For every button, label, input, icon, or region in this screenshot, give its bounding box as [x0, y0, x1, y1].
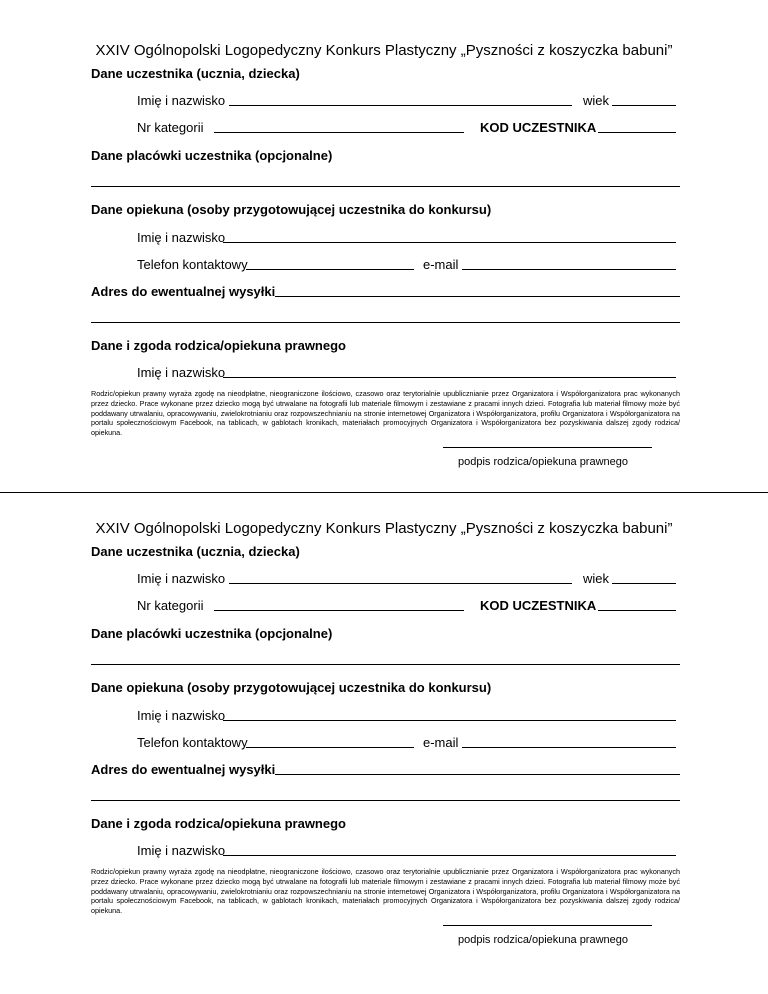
address-label: Adres do ewentualnej wysyłki	[91, 762, 276, 777]
guardian-heading: Dane opiekuna (osoby przygotowującej uczestnika do konkursu)	[91, 680, 492, 695]
school-heading: Dane placówki uczestnika (opcjonalne)	[91, 626, 333, 641]
category-field[interactable]	[214, 610, 464, 611]
guardian-heading: Dane opiekuna (osoby przygotowującej uczestnika do konkursu)	[91, 202, 492, 217]
entry-form-1	[0, 0, 768, 480]
guardian-name-field[interactable]	[223, 720, 676, 721]
phone-label: Telefon kontaktowy	[137, 257, 248, 272]
parent-heading: Dane i zgoda rodzica/opiekuna prawnego	[91, 338, 346, 353]
category-field[interactable]	[214, 132, 464, 133]
parent-name-field[interactable]	[223, 377, 676, 378]
parent-name-label: Imię i nazwisko	[137, 843, 226, 858]
participant-code-field[interactable]	[598, 610, 676, 611]
participant-age-label: wiek	[583, 93, 610, 108]
participant-code-label: KOD UCZESTNIKA	[480, 598, 597, 613]
email-field[interactable]	[462, 269, 676, 270]
participant-age-field[interactable]	[612, 583, 676, 584]
participant-code-label: KOD UCZESTNIKA	[480, 120, 597, 135]
school-field[interactable]	[91, 664, 680, 665]
signature-field[interactable]	[443, 925, 652, 926]
guardian-name-label: Imię i nazwisko	[137, 230, 226, 245]
signature-label: podpis rodzica/opiekuna prawnego	[458, 456, 629, 468]
participant-name-field[interactable]	[229, 583, 572, 584]
participant-age-label: wiek	[583, 571, 610, 586]
phone-label: Telefon kontaktowy	[137, 735, 248, 750]
consent-text: Rodzic/opiekun prawny wyraża zgodę na nieodpłatne, nieograniczone ilościowo, czasowo oraz terytorialnie upublicznianie przez Organizatora i Współorganizatora prac wykonanych przez dziecko. Prace wykonane przez dziecko mogą być utrwalane na fotografii lub materiale filmowym i zestawiane z pracami innych dzieci. Fotografia lub materiał filmowy może być poddawany utrwalaniu, opracowywaniu, zwielokrotnianiu oraz rozpowszechnianiu na stronie internetowej Organizatora i Współorganizatora, profilu Organizatora i Współorganizatora na portalu społecznościowym Facebook, na tablicach, w gablotach kronikach, materiałach promocyjnych Organizatora i Współorganizatora bez pozyskiwania dalszej zgody rodzica/ opiekuna.	[91, 867, 680, 916]
consent-text: Rodzic/opiekun prawny wyraża zgodę na nieodpłatne, nieograniczone ilościowo, czasowo oraz terytorialnie upublicznianie przez Organizatora i Współorganizatora prac wykonanych przez dziecko. Prace wykonane przez dziecko mogą być utrwalane na fotografii lub materiale filmowym i zestawiane z pracami innych dzieci. Fotografia lub materiał filmowy może być poddawany utrwalaniu, opracowywaniu, zwielokrotnianiu oraz rozpowszechnianiu na stronie internetowej Organizatora i Współorganizatora, profilu Organizatora i Współorganizatora na portalu społecznościowym Facebook, na tablicach, w gablotach kronikach, materiałach promocyjnych Organizatora i Współorganizatora bez pozyskiwania dalszej zgody rodzica/ opiekuna.	[91, 389, 680, 438]
phone-field[interactable]	[246, 269, 414, 270]
guardian-name-field[interactable]	[223, 242, 676, 243]
participant-code-field[interactable]	[598, 132, 676, 133]
address-field-2[interactable]	[91, 322, 680, 323]
participant-heading: Dane uczestnika (ucznia, dziecka)	[91, 66, 300, 81]
participant-name-label: Imię i nazwisko	[137, 571, 226, 586]
email-label: e-mail	[423, 257, 459, 272]
parent-name-field[interactable]	[223, 855, 676, 856]
guardian-name-label: Imię i nazwisko	[137, 708, 226, 723]
address-field-2[interactable]	[91, 800, 680, 801]
parent-heading: Dane i zgoda rodzica/opiekuna prawnego	[91, 816, 346, 831]
phone-field[interactable]	[246, 747, 414, 748]
email-label: e-mail	[423, 735, 459, 750]
email-field[interactable]	[462, 747, 676, 748]
parent-name-label: Imię i nazwisko	[137, 365, 226, 380]
form-title: XXIV Ogólnopolski Logopedyczny Konkurs Plastyczny „Pyszności z koszyczka babuni”	[95, 42, 673, 59]
participant-age-field[interactable]	[612, 105, 676, 106]
category-label: Nr kategorii	[137, 120, 204, 135]
category-label: Nr kategorii	[137, 598, 204, 613]
address-label: Adres do ewentualnej wysyłki	[91, 284, 276, 299]
participant-name-label: Imię i nazwisko	[137, 93, 226, 108]
participant-heading: Dane uczestnika (ucznia, dziecka)	[91, 544, 300, 559]
signature-label: podpis rodzica/opiekuna prawnego	[458, 934, 629, 946]
signature-field[interactable]	[443, 447, 652, 448]
participant-name-field[interactable]	[229, 105, 572, 106]
address-field-1[interactable]	[275, 774, 680, 775]
school-heading: Dane placówki uczestnika (opcjonalne)	[91, 148, 333, 163]
entry-form-2	[0, 478, 768, 958]
form-title: XXIV Ogólnopolski Logopedyczny Konkurs Plastyczny „Pyszności z koszyczka babuni”	[95, 520, 673, 537]
school-field[interactable]	[91, 186, 680, 187]
address-field-1[interactable]	[275, 296, 680, 297]
